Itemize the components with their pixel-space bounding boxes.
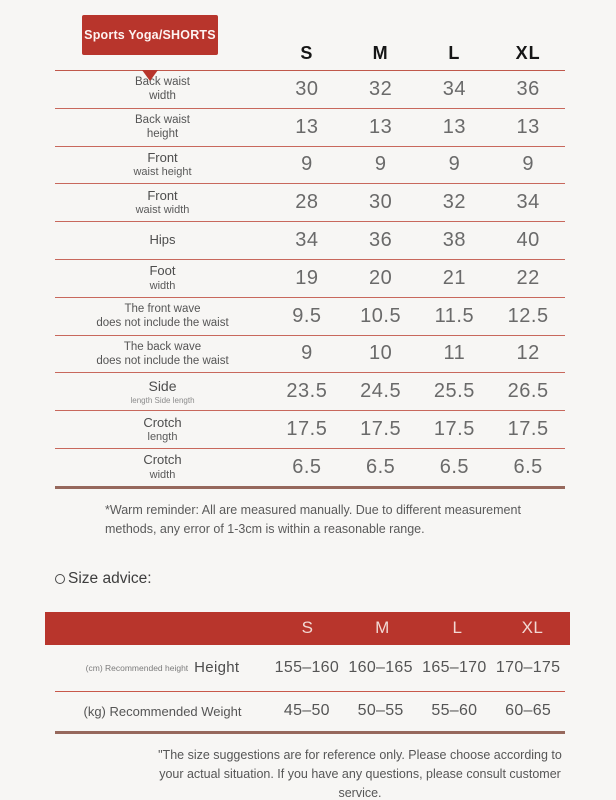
- advice-value-cell: 50–55: [357, 702, 404, 720]
- row-label-line1: Foot: [149, 263, 176, 279]
- size-value-cell: 34: [442, 77, 466, 100]
- badge-label: Sports Yoga/SHORTS: [84, 28, 216, 42]
- row-label-line1: Crotch: [143, 452, 182, 468]
- row-label-line1: Crotch: [143, 414, 182, 430]
- size-row-label: [55, 340, 270, 369]
- advice-column-header-m: M: [375, 618, 390, 638]
- table-row: [55, 449, 565, 489]
- advice-row-weight: [55, 692, 565, 734]
- row-label-line2: width: [149, 279, 176, 292]
- row-label-line1: Hips: [149, 232, 176, 248]
- size-value-cell: 12.5: [507, 304, 549, 327]
- row-label-line1: The front wave: [124, 302, 201, 315]
- column-header-xl: XL: [515, 42, 541, 63]
- size-value-cell: 36: [369, 229, 393, 252]
- size-value-cell: 10: [369, 342, 393, 365]
- advice-label-text: Height: [194, 659, 240, 677]
- size-value-cell: 6.5: [513, 455, 543, 478]
- size-value-cell: 19: [295, 266, 319, 289]
- warm-reminder-note: *Warm reminder: All are measured manually. Due to different measurement methods, any error of 1-3cm is within a reasonable range.: [105, 502, 521, 537]
- row-label-line2: length: [147, 430, 178, 443]
- size-value-cell: 6.5: [292, 455, 322, 478]
- size-value-cell: 40: [516, 229, 540, 252]
- size-value-cell: 21: [442, 266, 466, 289]
- size-value-cell: 24.5: [360, 380, 402, 403]
- advice-column-header-s: S: [301, 618, 314, 638]
- size-value-cell: 12: [516, 342, 540, 365]
- table-row: [55, 411, 565, 449]
- size-value-cell: 9: [374, 153, 387, 176]
- advice-row-label: [55, 659, 270, 676]
- row-label-line2: does not include the waist: [96, 317, 229, 330]
- size-value-cell: 13: [369, 115, 393, 138]
- size-advice-heading: [55, 570, 616, 588]
- size-value-cell: 11: [443, 342, 466, 365]
- size-value-cell: 38: [442, 229, 466, 252]
- size-advice-footnote: "The size suggestions are for reference only. Please choose according to your actual situation. If you have any questions, please consult customer service.: [158, 747, 562, 800]
- size-value-cell: 22: [516, 266, 540, 289]
- row-label-line1: Side: [148, 378, 177, 395]
- table-row: [55, 109, 565, 147]
- size-value-cell: 20: [369, 266, 393, 289]
- table-row: [55, 373, 565, 411]
- size-value-cell: 23.5: [286, 380, 328, 403]
- advice-value-cell: 45–50: [283, 702, 330, 720]
- row-label-line1: Back waist: [135, 113, 190, 126]
- size-value-cell: 36: [516, 77, 540, 100]
- size-value-cell: 9.5: [292, 304, 322, 327]
- table-row: [55, 222, 565, 260]
- size-value-cell: 9: [448, 153, 461, 176]
- size-value-cell: 30: [369, 191, 393, 214]
- size-value-cell: 13: [516, 115, 540, 138]
- row-label-line1: Front: [147, 149, 178, 165]
- advice-column-header-xl: XL: [521, 618, 544, 638]
- advice-row-label: [55, 704, 270, 719]
- size-row-label: [55, 232, 270, 248]
- advice-value-cell: 160–165: [348, 658, 413, 676]
- table-row: [55, 71, 565, 109]
- row-label-line2: width: [149, 468, 176, 481]
- size-advice-header-bar: [45, 612, 570, 645]
- advice-value-cell: 60–65: [505, 702, 552, 720]
- badge-pointer-icon: [142, 70, 158, 81]
- advice-column-header-l: L: [452, 618, 463, 638]
- advice-row-height: [55, 645, 565, 692]
- row-label-line2: height: [146, 128, 179, 141]
- size-value-cell: 26.5: [507, 380, 549, 403]
- size-row-label: [55, 150, 270, 180]
- row-label-line1: Back waist: [135, 76, 190, 89]
- row-label-line2: length Side length: [130, 395, 195, 405]
- size-value-cell: 17.5: [360, 418, 402, 441]
- size-value-cell: 11.5: [434, 304, 475, 327]
- size-value-cell: 34: [295, 229, 319, 252]
- row-label-line2: width: [149, 90, 176, 103]
- size-value-cell: 9: [301, 153, 313, 176]
- size-row-label: [55, 452, 270, 482]
- size-value-cell: 17.5: [286, 418, 328, 441]
- table-row: [55, 336, 565, 374]
- size-value-cell: 32: [369, 77, 393, 100]
- size-value-cell: 9: [522, 153, 534, 176]
- row-label-line2: waist height: [133, 166, 192, 179]
- size-row-label: [55, 113, 270, 142]
- size-value-cell: 32: [442, 191, 466, 214]
- row-label-line2: waist width: [135, 204, 190, 217]
- advice-value-cell: 55–60: [431, 702, 478, 720]
- row-label-line2: does not include the waist: [96, 354, 229, 367]
- table-row: [55, 260, 565, 298]
- size-row-label: [55, 378, 270, 406]
- size-value-cell: 10.5: [360, 304, 402, 327]
- column-header-s: S: [300, 42, 314, 63]
- table-row: [55, 184, 565, 222]
- column-header-m: M: [372, 42, 389, 63]
- size-value-cell: 30: [295, 77, 319, 100]
- row-label-line1: The back wave: [123, 340, 202, 353]
- size-value-cell: 6.5: [365, 455, 396, 478]
- advice-value-cell: 170–175: [495, 658, 561, 676]
- size-value-cell: 25.5: [433, 380, 475, 403]
- row-label-line1: Front: [147, 187, 178, 203]
- column-header-l: L: [448, 42, 461, 63]
- size-value-cell: 9: [301, 342, 313, 365]
- size-row-label: [55, 263, 270, 293]
- unit-label: (kg) Recommended Weight: [83, 703, 242, 719]
- size-row-label: [55, 302, 270, 331]
- size-row-label: [55, 188, 270, 218]
- advice-value-cell: 165–170: [422, 658, 487, 676]
- product-category-badge: [82, 15, 218, 55]
- size-advice-heading-text: Size advice:: [68, 569, 152, 587]
- unit-label: (cm) Recommended height: [85, 662, 189, 673]
- size-value-cell: 17.5: [433, 418, 475, 441]
- table-row: [55, 298, 565, 336]
- size-value-cell: 13: [295, 115, 319, 138]
- size-row-label: [55, 75, 270, 104]
- advice-value-cell: 155–160: [274, 658, 340, 676]
- size-value-cell: 28: [295, 191, 319, 214]
- size-measurements-table: [55, 70, 565, 489]
- size-value-cell: 6.5: [439, 455, 470, 478]
- circle-icon: [55, 574, 65, 584]
- size-value-cell: 34: [516, 191, 540, 214]
- size-value-cell: 17.5: [507, 418, 549, 441]
- size-row-label: [55, 415, 270, 445]
- table-row: [55, 147, 565, 185]
- size-value-cell: 13: [442, 115, 466, 138]
